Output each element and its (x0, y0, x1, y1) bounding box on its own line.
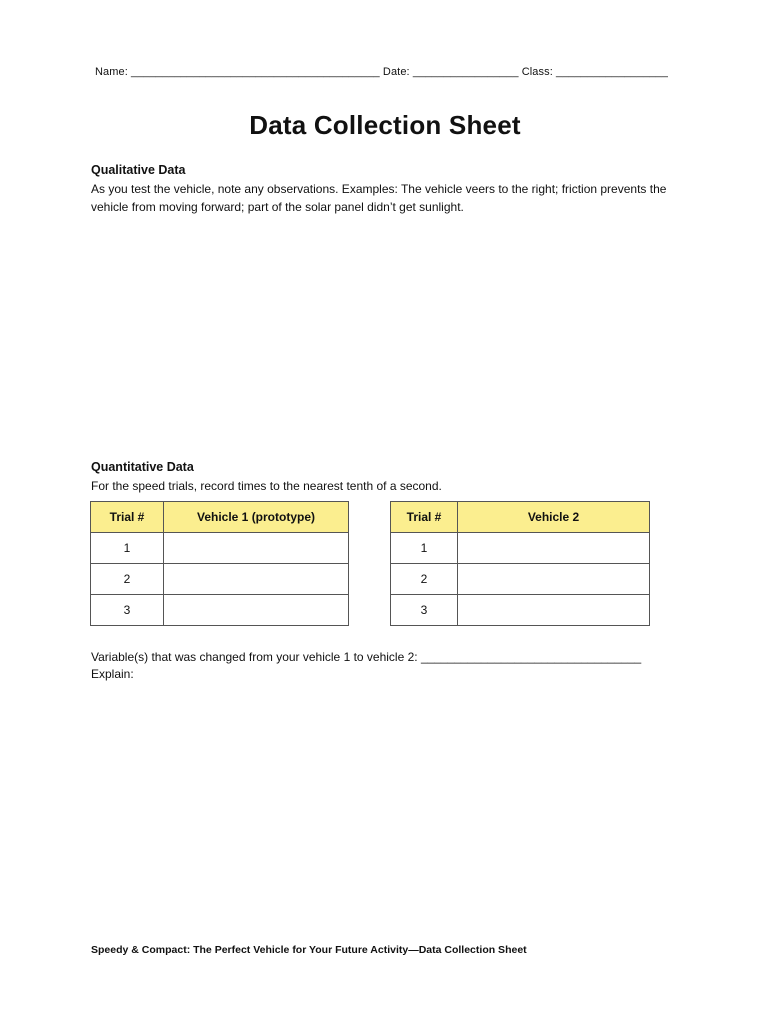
page-title: Data Collection Sheet (249, 110, 521, 140)
trial-number: 3 (391, 595, 458, 626)
time-cell[interactable] (164, 533, 349, 564)
time-cell[interactable] (458, 595, 650, 626)
vehicle-2-table (390, 501, 650, 626)
trial-number: 3 (91, 595, 164, 626)
qualitative-heading: Qualitative Data (91, 163, 186, 177)
qualitative-instructions: As you test the vehicle, note any observations. Examples: The vehicle veers to the right; friction prevents the vehicle from moving forward; part of the solar panel didn’t get sunlight. (91, 182, 667, 214)
table-header-trial: Trial # (391, 502, 458, 533)
table-row (391, 564, 650, 595)
quantitative-instructions: For the speed trials, record times to the nearest tenth of a second. (91, 479, 442, 493)
trial-number: 1 (391, 533, 458, 564)
vehicle-1-table (90, 501, 349, 626)
table-row (391, 595, 650, 626)
time-cell[interactable] (458, 564, 650, 595)
table-row (91, 533, 349, 564)
quantitative-heading: Quantitative Data (91, 460, 194, 474)
trial-number: 2 (91, 564, 164, 595)
page-footer: Speedy & Compact: The Perfect Vehicle for Your Future Activity—Data Collection Sheet (91, 944, 527, 956)
time-cell[interactable] (164, 595, 349, 626)
time-cell[interactable] (458, 533, 650, 564)
table-row (91, 595, 349, 626)
variables-changed-line: Variable(s) that was changed from your vehicle 1 to vehicle 2: _________________________________ (91, 650, 642, 664)
table-row (91, 564, 349, 595)
time-cell[interactable] (164, 564, 349, 595)
trial-number: 1 (91, 533, 164, 564)
table-row (391, 533, 650, 564)
trial-number: 2 (391, 564, 458, 595)
explain-label: Explain: (91, 667, 134, 681)
table-header-trial: Trial # (91, 502, 164, 533)
table-header-vehicle-2: Vehicle 2 (458, 502, 650, 533)
table-header-vehicle-1: Vehicle 1 (prototype) (164, 502, 349, 533)
name-date-class-line: Name: ________________________________________ Date: _________________ Class: __________________ (95, 66, 668, 78)
